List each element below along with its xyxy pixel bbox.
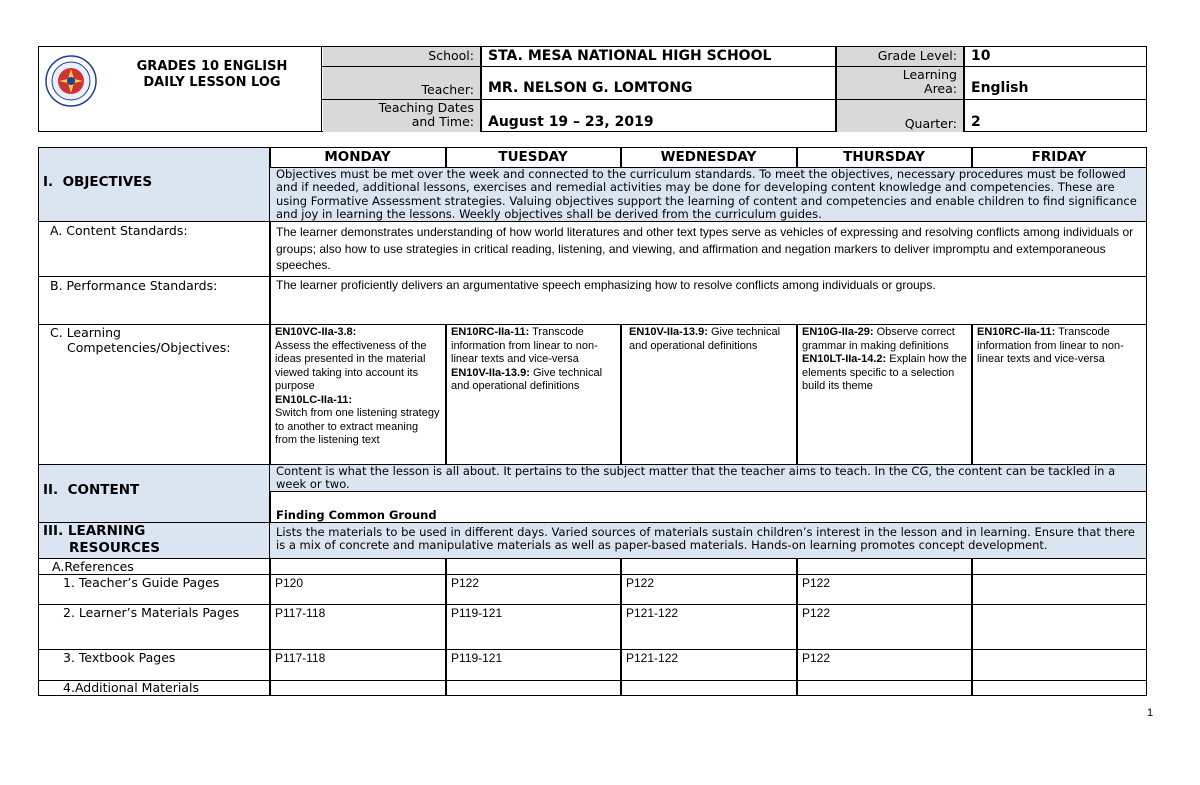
resource-cell: [972, 605, 1146, 649]
content-heading-num: II.: [43, 482, 59, 498]
references-num: A.: [52, 559, 65, 574]
competency-text: Transcode information from linear to non-linear texts and vice-versa: [451, 326, 598, 365]
resource-row-label: [39, 650, 269, 680]
competencies-monday: [271, 325, 445, 464]
competencies-num: C.: [50, 325, 63, 340]
objectives-heading-text: OBJECTIVES: [62, 174, 153, 190]
resource-row-label: [39, 605, 269, 649]
grade-level-value: 10: [971, 48, 991, 64]
resource-cell: [621, 681, 796, 695]
resource-cell: [446, 681, 620, 695]
competencies-label: [39, 325, 269, 464]
resource-cell: P119-121: [451, 606, 503, 620]
resources-heading-line1: LEARNING: [67, 523, 146, 539]
competency-code: EN10VC-IIa-3.8:: [275, 326, 357, 338]
learning-area-value: English: [971, 80, 1029, 96]
resource-row-label: [39, 575, 269, 604]
competency-text: Explain how the elements specific to a selection build its theme: [802, 353, 967, 392]
resource-cell: P121-122: [626, 606, 679, 620]
content-standards-num: A.: [50, 223, 63, 238]
resource-row-num: 1.: [63, 575, 75, 590]
resource-cell: P121-122: [626, 651, 679, 665]
performance-standards-label: [39, 277, 269, 324]
competency-code: EN10G-IIa-29:: [802, 326, 874, 338]
day-header-friday: FRIDAY: [1031, 149, 1087, 165]
teacher-value: MR. NELSON G. LOMTONG: [488, 80, 693, 96]
content-standards-label: [39, 222, 269, 276]
day-header-monday: MONDAY: [324, 149, 391, 165]
competency-text: Give technical and operational definitions: [629, 326, 781, 352]
resource-row-num: 2.: [63, 605, 75, 620]
lesson-log-table: [38, 147, 1147, 696]
resource-cell: P122: [626, 576, 655, 590]
resource-row-label-text: Additional Materials: [74, 681, 199, 695]
competencies-label-line2: Competencies/Objectives:: [67, 340, 231, 355]
page-number: 1: [1147, 707, 1154, 719]
performance-standards-text: The learner proficiently delivers an argumentative speech emphasizing how to resolve conflicts among individuals or groups.: [276, 278, 936, 292]
resource-row-label-text: Teacher’s Guide Pages: [78, 575, 220, 590]
resources-note: Lists the materials to be used in different days. Varied sources of materials sustain children’s interest in the lesson and in learning. Ensure that there is a mix of concrete and manipulative materials as well as paper-based materials. Hands-on learning promotes concept development.: [270, 523, 1146, 558]
resource-row-num: 3.: [63, 650, 75, 665]
content-standards-text: The learner demonstrates understanding of how world literatures and other text types serve as vehicles of expressing and resolving conflicts among individuals or groups; also how to use strategies in critical reading, listening, and viewing, and affirmation and negation markers to deliver impromptu and extemporaneous speeches.: [276, 225, 1134, 272]
competency-text: Give technical and operational definitions: [451, 366, 603, 392]
header-table: [38, 46, 1147, 132]
competency-code: EN10RC-IIa-11:: [977, 326, 1056, 338]
school-label: School:: [323, 47, 480, 66]
resource-row-label-text: Textbook Pages: [78, 650, 176, 665]
performance-standards-num: B.: [50, 278, 63, 293]
header-logo-cell: [39, 47, 322, 131]
competencies-label-line1: Learning: [66, 325, 121, 340]
day-header-wednesday: WEDNESDAY: [660, 149, 757, 165]
school-value: STA. MESA NATIONAL HIGH SCHOOL: [488, 48, 772, 64]
resource-cell: P122: [802, 651, 831, 665]
quarter-value: 2: [971, 114, 981, 130]
competency-code: EN10V-IIa-13.9:: [451, 366, 530, 379]
competency-code: EN10LC-IIa-11:: [275, 393, 353, 406]
teaching-dates-value: August 19 – 23, 2019: [488, 114, 654, 130]
resource-cell: P119-121: [451, 651, 503, 665]
resource-cell: P122: [802, 576, 831, 590]
resources-heading-num: III.: [43, 523, 64, 539]
teaching-dates-label: [323, 100, 480, 132]
competency-code: EN10LT-IIa-14.2:: [802, 353, 887, 365]
resource-cell: [270, 681, 445, 695]
learning-area-label-line1: Learning: [902, 67, 957, 82]
resource-row-label: [39, 681, 269, 695]
resource-cell: P117-118: [275, 606, 326, 620]
competency-text: Switch from one listening strategy to another to extract meaning from the listening text: [275, 407, 440, 446]
objectives-heading: [39, 148, 269, 221]
competency-text: Transcode information from linear to non-linear texts and vice-versa: [977, 326, 1124, 365]
resource-cell: [972, 681, 1146, 695]
day-header-thursday: THURSDAY: [843, 149, 925, 165]
content-heading-text: CONTENT: [67, 482, 140, 498]
resources-heading-line2: RESOURCES: [69, 540, 161, 556]
content-note: Content is what the lesson is all about. It pertains to the subject matter that the teacher aims to teach. In the CG, the content can be tackled in a week or two.: [270, 465, 1146, 491]
content-heading: [39, 465, 269, 522]
day-header-tuesday: TUESDAY: [498, 149, 568, 165]
resource-cell: [972, 650, 1146, 680]
competencies-thursday: [798, 325, 971, 464]
competency-text: Assess the effectiveness of the ideas presented in the material viewed taking into account its purpose: [275, 339, 427, 392]
references-label: [39, 559, 269, 574]
resources-heading: [39, 523, 269, 558]
performance-standards-label-text: Performance Standards:: [66, 278, 218, 293]
references-text: References: [64, 559, 134, 574]
teaching-dates-label-line1: Teaching Dates: [378, 100, 474, 115]
competencies-friday: [973, 325, 1146, 464]
teaching-dates-label-line2: and Time:: [411, 114, 474, 129]
resource-cell: [972, 575, 1146, 604]
grade-level-label: Grade Level:: [837, 47, 963, 66]
resource-cell: P120: [275, 576, 304, 590]
content-standards-label-text: Content Standards:: [66, 223, 188, 238]
header-title: [107, 59, 317, 91]
resource-row-num: 4.: [63, 681, 75, 695]
objectives-note: Objectives must be met over the week and connected to the curriculum standards. To meet the objectives, necessary procedures must be followed and if needed, additional lessons, exercises and remedial activities may be done for developing content knowledge and competencies. These are using Formative Assessment strategies. Valuing objectives support the learning of content and competencies and enable children to find significance and joy in learning the lessons. Weekly objectives shall be derived from the curriculum guides.: [270, 168, 1146, 221]
resource-row-label-text: Learner’s Materials Pages: [78, 605, 240, 620]
competency-text: Observe correct grammar in making definitions: [802, 326, 955, 352]
competency-code: EN10RC-IIa-11:: [451, 326, 530, 338]
resource-cell: P122: [802, 606, 831, 620]
header-title-line2: DAILY LESSON LOG: [143, 75, 281, 90]
resource-cell: P122: [451, 576, 480, 590]
objectives-heading-num: I.: [43, 174, 54, 190]
deped-seal-icon: [45, 55, 97, 107]
learning-area-label: [837, 67, 963, 99]
competencies-wednesday: [622, 325, 796, 464]
quarter-label: Quarter:: [837, 100, 963, 132]
header-title-line1: GRADES 10 ENGLISH: [136, 59, 288, 74]
content-topic: Finding Common Ground: [276, 508, 437, 522]
resource-cell: [797, 681, 971, 695]
resource-cell: P117-118: [275, 651, 326, 665]
learning-area-label-line2: Area:: [924, 81, 957, 96]
competency-code: EN10V-IIa-13.9:: [629, 326, 708, 338]
teacher-label: Teacher:: [323, 67, 480, 99]
competencies-tuesday: [447, 325, 620, 464]
